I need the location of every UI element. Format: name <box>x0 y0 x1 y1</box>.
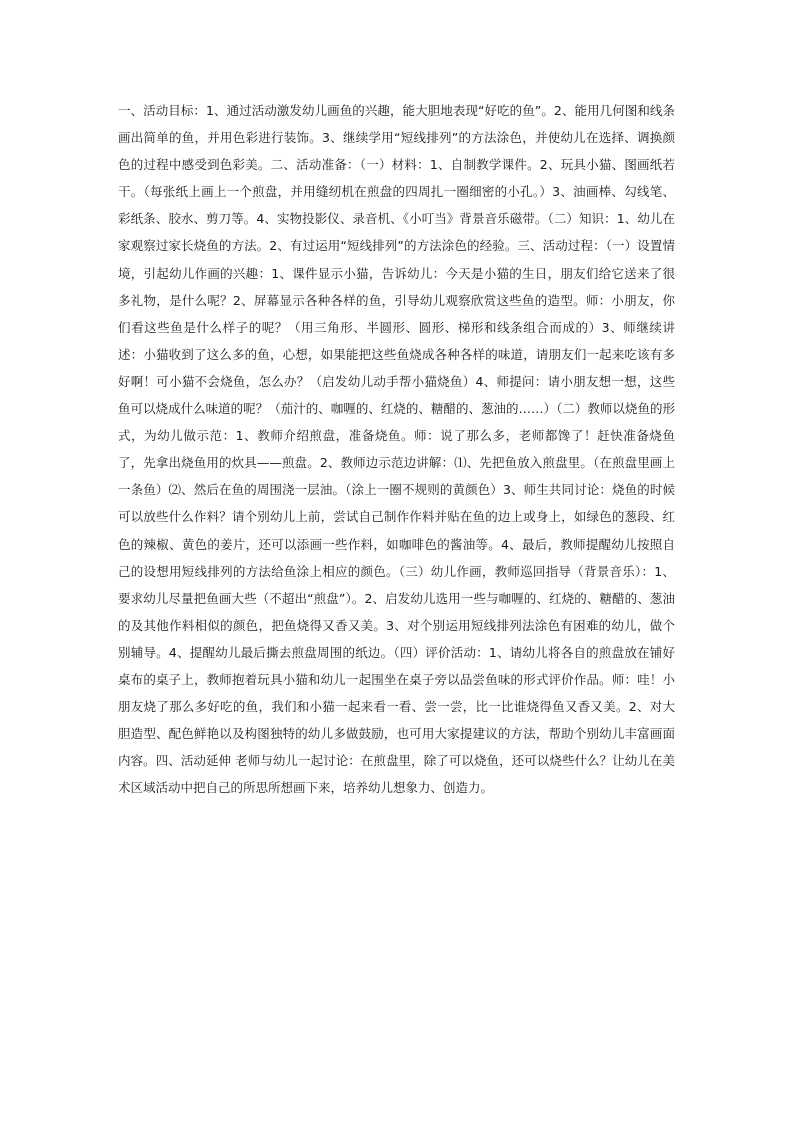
lesson-plan-body-text: 一、活动目标：1、通过活动激发幼儿画鱼的兴趣，能大胆地表现“好吃的鱼”。2、能用几何图和线条画出简单的鱼，并用色彩进行装饰。3、继续学用“短线排列”的方法涂色，并使幼儿在选择、调换颜色的过程中感受到色彩美。二、活动准备：（一）材料：1、自制教学课件。2、玩具小猫、图画纸若干。（每张纸上画上一个煎盘，并用缝纫机在煎盘的四周扎一圈细密的小孔。）3、油画棒、勾线笔、彩纸条、胶水、剪刀等。4、实物投影仪、录音机、《小叮当》背景音乐磁带。（二）知识：1、幼儿在家观察过家长烧鱼的方法。2、有过运用“短线排列”的方法涂色的经验。三、活动过程：（一）设置情境，引起幼儿作画的兴趣：1、课件显示小猫，告诉幼儿：今天是小猫的生日，朋友们给它送来了很多礼物，是什么呢？2、屏幕显示各种各样的鱼，引导幼儿观察欣赏这些鱼的造型。师：小朋友，你们看这些鱼是什么样子的呢？（用三角形、半圆形、圆形、梯形和线条组合而成的）3、师继续讲述：小猫收到了这么多的鱼，心想，如果能把这些鱼烧成各种各样的味道，请朋友们一起来吃该有多好啊！可小猫不会烧鱼，怎么办？（启发幼儿动手帮小猫烧鱼）4、师提问：请小朋友想一想，这些鱼可以烧成什么味道的呢？（茄汁的、咖喱的、红烧的、糖醋的、葱油的……）（二）教师以烧鱼的形式，为幼儿做示范：1、教师介绍煎盘，准备烧鱼。师：说了那么多，老师都馋了！赶快准备烧鱼了，先拿出烧鱼用的炊具——煎盘。2、教师边示范边讲解：⑴、先把鱼放入煎盘里。（在煎盘里画上一条鱼）⑵、然后在鱼的周围浇一层油。（涂上一圈不规则的黄颜色）3、师生共同讨论：烧鱼的时候可以放些什么作料？请个别幼儿上前，尝试自己制作作料并贴在鱼的边上或身上，如绿色的葱段、红色的辣椒、黄色的姜片，还可以添画一些作料，如咖啡色的酱油等。4、最后，教师提醒幼儿按照自己的设想用短线排列的方法给鱼涂上相应的颜色。（三）幼儿作画，教师巡回指导（背景音乐）：1、要求幼儿尽量把鱼画大些（不超出“煎盘”）。2、启发幼儿选用一些与咖喱的、红烧的、糖醋的、葱油的及其他作料相似的颜色，把鱼烧得又香又美。3、对个别运用短线排列法涂色有困难的幼儿，做个别辅导。4、提醒幼儿最后撕去煎盘周围的纸边。（四）评价活动：1、请幼儿将各自的煎盘放在铺好桌布的桌子上，教师抱着玩具小猫和幼儿一起围坐在桌子旁以品尝鱼味的形式评价作品。师：哇！小朋友烧了那么多好吃的鱼，我们和小猫一起来看一看、尝一尝，比一比谁烧得鱼又香又美。2、对大胆造型、配色鲜艳以及构图独特的幼儿多做鼓励，也可用大家提建议的方法，帮助个别幼儿丰富画面内容。四、活动延伸 老师与幼儿一起讨论：在煎盘里，除了可以烧鱼，还可以烧些什么？让幼儿在美术区域活动中把自己的所思所想画下来，培养幼儿想象力、创造力。 <box>118 103 675 796</box>
